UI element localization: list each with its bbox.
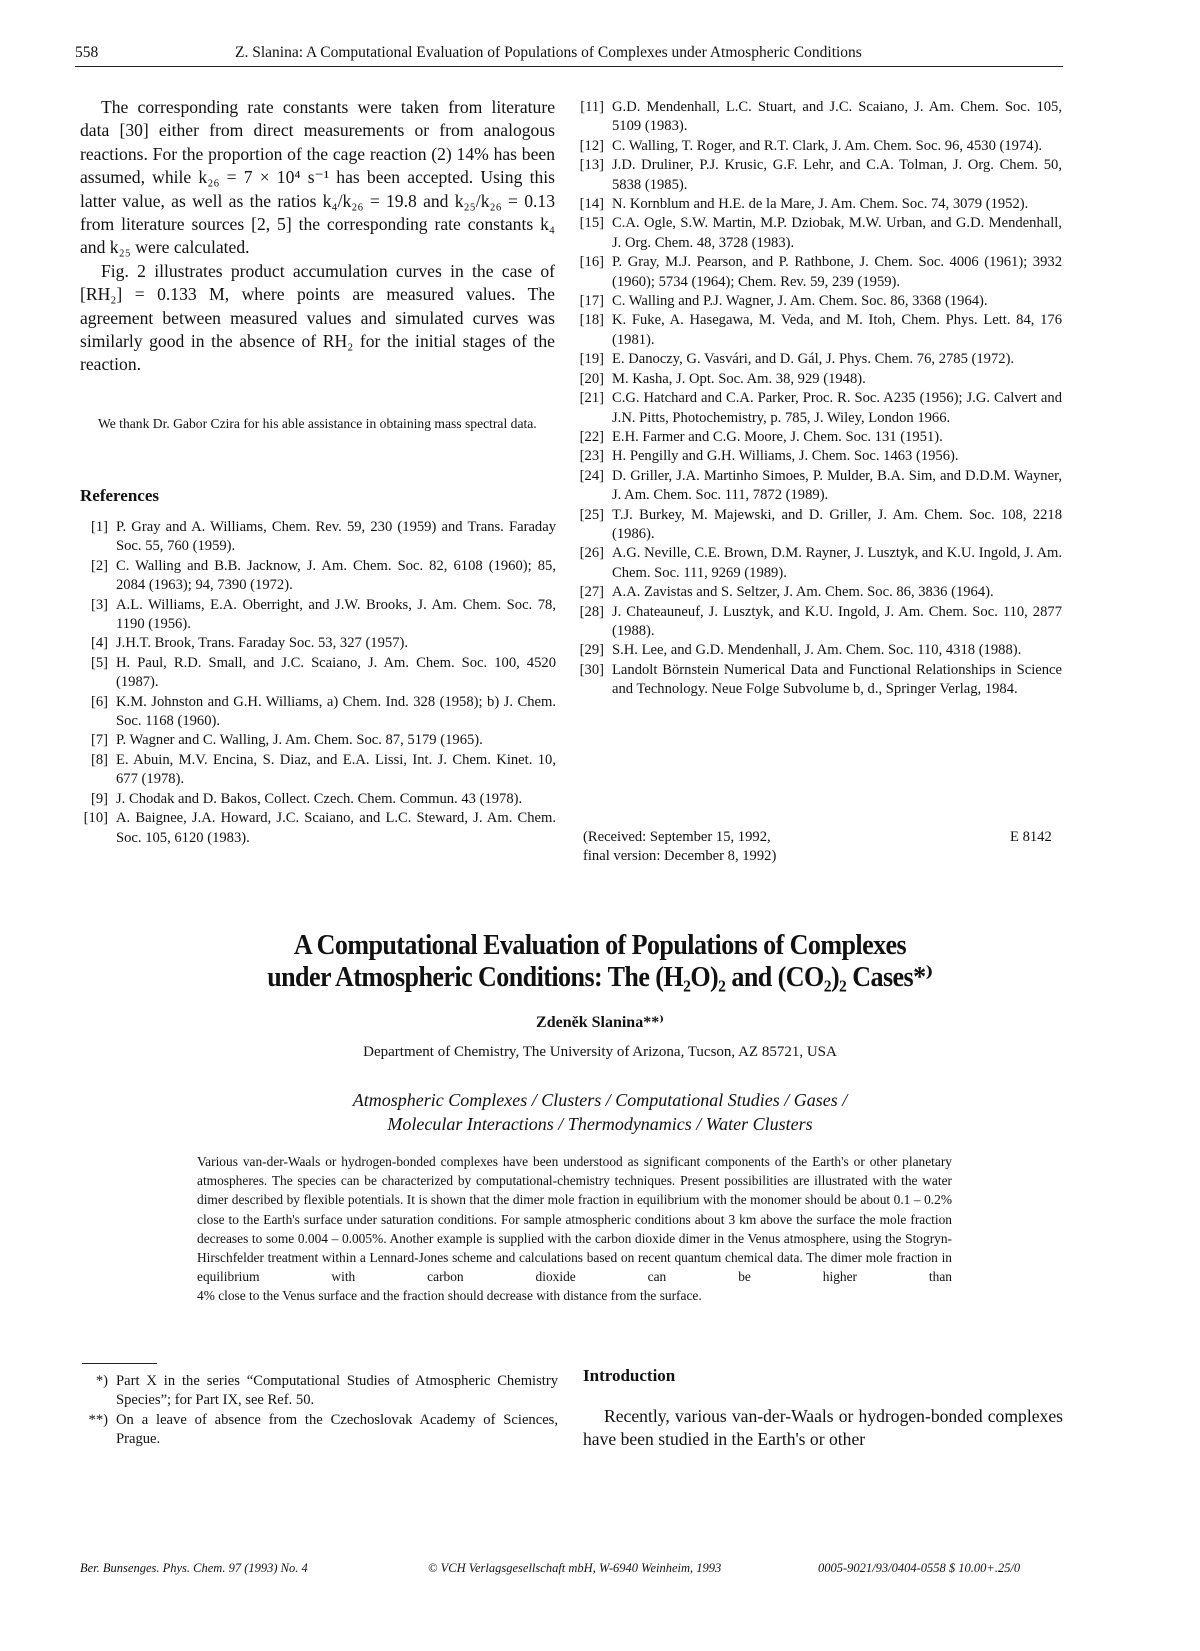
reference-number: [11] (580, 99, 604, 115)
reference-text: J. Chateauneuf, J. Lusztyk, and K.U. Ingold, J. Am. Chem. Soc. 110, 2877 (1988). (612, 603, 1062, 639)
reference-item (576, 350, 1062, 369)
reference-text: J.H.T. Brook, Trans. Faraday Soc. 53, 327 (1957). (116, 635, 408, 652)
reference-item (576, 253, 1062, 292)
reference-text: J.D. Druliner, P.J. Krusic, G.F. Lehr, and C.A. Tolman, J. Org. Chem. 50, 5838 (1985). (612, 157, 1062, 193)
reference-number: [20] (579, 370, 604, 387)
running-title: Z. Slanina: A Computational Evaluation of Populations of Complexes under Atmospheric Conditions (235, 44, 862, 61)
reference-number: [14] (579, 196, 604, 213)
footer-publisher: © VCH Verlagsgesellschaft mbH, W-6940 Weinheim, 1993 (428, 1561, 722, 1575)
manuscript-id: E 8142 (1010, 829, 1052, 845)
reference-number: [8] (90, 751, 108, 768)
reference-item (576, 389, 1062, 428)
reference-item (576, 583, 1062, 602)
reference-text: C. Walling and P.J. Wagner, J. Am. Chem. Soc. 86, 3368 (1964). (612, 293, 988, 310)
reference-item (576, 641, 1062, 660)
reference-text: J. Chodak and D. Bakos, Collect. Czech. Chem. Commun. 43 (1978). (116, 790, 523, 807)
reference-text: K. Fuke, A. Hasegawa, M. Veda, and M. Itoh, Chem. Phys. Lett. 84, 176 (1981). (612, 312, 1062, 348)
reference-item (80, 518, 556, 557)
reference-number: [7] (90, 732, 108, 749)
reference-number: [3] (90, 596, 108, 613)
reference-text: H. Paul, R.D. Small, and J.C. Scaiano, J. Am. Chem. Soc. 100, 4520 (1987). (116, 654, 556, 691)
footnote (80, 1372, 558, 1411)
footnote (80, 1411, 558, 1450)
reference-number: [22] (579, 428, 604, 445)
reference-number: [21] (579, 390, 604, 407)
introduction-heading: Introduction (583, 1366, 676, 1385)
reference-item (576, 195, 1062, 214)
reference-text: Landolt Börnstein Numerical Data and Functional Relationships in Science and Technology. Neue Folge Subvolume b, d., Springer Verlag, 1984. (612, 661, 1062, 698)
reference-item (576, 370, 1062, 389)
reference-text: D. Griller, J.A. Martinho Simoes, P. Mulder, B.A. Sim, and D.D.M. Wayner, J. Am. Chem. Soc. 111, 7872 (1989). (612, 467, 1062, 504)
reference-item (576, 137, 1062, 156)
body-paragraph: The corresponding rate constants were taken from literature data [30] either from direct measurements or from analogous reactions. For the proportion of the cage reaction (2) 14% has been assumed, while k₂₆ = 7 × 10⁴ s⁻¹ has been accepted. Using this latter value, as well as the ratios k₄/k₂₆ = 19.8 and k₂₅/k₂₆ = 0.13 from literature sources [2, 5] the corresponding rate constants k₄ and k₂₅ were calculated. (80, 97, 555, 258)
abstract (197, 1152, 952, 1306)
reference-number: [4] (90, 635, 108, 652)
reference-text: C. Walling and B.B. Jacknow, J. Am. Chem. Soc. 82, 6108 (1960); 85, 2084 (1963); 94, 7390 (1972). (116, 557, 556, 594)
reference-number: [26] (579, 545, 604, 562)
reference-number: [5] (90, 654, 108, 671)
reference-item (576, 447, 1062, 466)
keywords-line: Atmospheric Complexes / Clusters / Computational Studies / Gases / (352, 1090, 848, 1110)
reference-text: A. Baignee, J.A. Howard, J.C. Scaiano, and L.C. Steward, J. Am. Chem. Soc. 105, 6120 (1983). (116, 810, 556, 846)
reference-number: [25] (579, 506, 604, 523)
reference-item (576, 603, 1062, 642)
keywords-line: Molecular Interactions / Thermodynamics / Water Clusters (387, 1114, 813, 1134)
reference-item (576, 292, 1062, 311)
reference-item (576, 311, 1062, 350)
reference-text: E.H. Farmer and C.G. Moore, J. Chem. Soc. 131 (1951). (612, 428, 943, 445)
reference-item (80, 751, 556, 790)
reference-number: [15] (579, 215, 604, 232)
reference-number: [28] (579, 603, 604, 620)
reference-item (80, 693, 556, 732)
footer-code: 0005-9021/93/0404-0558 $ 10.00+.25/0 (818, 1561, 1021, 1575)
affiliation: Department of Chemistry, The University of Arizona, Tucson, AZ 85721, USA (363, 1044, 837, 1060)
final-version-date: final version: December 8, 1992) (583, 848, 777, 864)
reference-text: A.A. Zavistas and S. Seltzer, J. Am. Chem. Soc. 86, 3836 (1964). (612, 584, 994, 601)
footnote-text: On a leave of absence from the Czechoslovak Academy of Sciences, Prague. (116, 1411, 558, 1448)
footnote-text: Part X in the series “Computational Studies of Atmospheric Chemistry Species”; for Part IX, see Ref. 50. (116, 1373, 558, 1409)
reference-number: [23] (579, 448, 604, 465)
reference-item (80, 731, 556, 750)
reference-text: S.H. Lee, and G.D. Mendenhall, J. Am. Chem. Soc. 110, 4318 (1988). (612, 642, 1022, 659)
footnote-rule (82, 1363, 157, 1364)
body-paragraph: Fig. 2 illustrates product accumulation curves in the case of [RH₂] = 0.133 M, where points are measured values. The agreement between measured values and simulated curves was similarly good in the absence of RH₂ for the initial stages of the reaction. (80, 260, 555, 375)
reference-number: [24] (579, 467, 604, 484)
reference-number: [19] (579, 351, 604, 368)
title-line: under Atmospheric Conditions: The (H₂O)₂ and (CO₂)₂ Cases*⁾ (267, 962, 933, 993)
title-line: A Computational Evaluation of Populations of Complexes (293, 930, 907, 961)
reference-text: P. Gray, M.J. Pearson, and P. Rathbone, J. Chem. Soc. 4006 (1961); 3932 (1960); 5734 (1964); Chem. Rev. 59, 239 (1959). (612, 254, 1062, 290)
abstract-text: Various van-der-Waals or hydrogen-bonded complexes have been understood as significant components of the Earth's or other planetary atmospheres. The species can be characterized by computational-chemistry techniques. Present possibilities are illustrated with the water dimer described by flexible potentials. It is shown that the dimer mole fraction in equilibrium with the monomer should be about 0.1 – 0.2% close to the Earth's surface under saturation conditions. For sample atmospheric conditions about 3 km above the surface the mole fraction decreases to some 0.004 – 0.005%. Another example is supplied with the carbon dioxide dimer in the Venus atmosphere, using the Stogryn-Hirschfelder treatment within a Lennard-Jones scheme and calculations based on recent quantum chemical data. The dimer mole fraction in equilibrium with carbon dioxide can be higher than (197, 1154, 952, 1285)
reference-number: [27] (579, 584, 604, 601)
reference-text: A.G. Neville, C.E. Brown, D.M. Rayner, J. Lusztyk, and K.U. Ingold, J. Am. Chem. Soc. 111, 9269 (1989). (612, 545, 1062, 581)
reference-item (80, 596, 556, 635)
reference-item (80, 557, 556, 596)
reference-number: [1] (90, 519, 108, 535)
previous-article-body (80, 96, 555, 377)
keywords (100, 1088, 1100, 1136)
reference-number: [6] (90, 693, 108, 710)
reference-number: [17] (579, 293, 604, 310)
references-left-column (80, 518, 556, 848)
reference-text: H. Pengilly and G.H. Williams, J. Chem. Soc. 1463 (1956). (612, 448, 959, 465)
reference-item (80, 790, 556, 809)
reference-item (576, 156, 1062, 195)
reference-item (80, 634, 556, 653)
reference-text: N. Kornblum and H.E. de la Mare, J. Am. Chem. Soc. 74, 3079 (1952). (612, 196, 1029, 213)
reference-item (576, 98, 1062, 137)
reference-number: [12] (579, 137, 604, 154)
reference-text: G.D. Mendenhall, L.C. Stuart, and J.C. Scaiano, J. Am. Chem. Soc. 105, 5109 (1983). (612, 99, 1062, 135)
page-number: 558 (75, 44, 99, 61)
reference-text: E. Danoczy, G. Vasvári, and D. Gál, J. Phys. Chem. 76, 2785 (1972). (612, 351, 1015, 368)
author: Zdeněk Slanina**⁾ (536, 1014, 664, 1031)
reference-item (576, 661, 1062, 700)
reference-item (80, 809, 556, 848)
footer-journal: Ber. Bunsenges. Phys. Chem. 97 (1993) No. 4 (80, 1561, 308, 1575)
reference-item (576, 214, 1062, 253)
reference-number: [13] (579, 157, 604, 174)
reference-text: A.L. Williams, E.A. Oberright, and J.W. Brooks, J. Am. Chem. Soc. 78, 1190 (1956). (116, 596, 556, 633)
footnotes (80, 1372, 558, 1450)
running-header (75, 44, 1063, 67)
reference-text: C.G. Hatchard and C.A. Parker, Proc. R. Soc. A235 (1956); J.G. Calvert and J.N. Pitts, Photochemistry, p. 785, J. Wiley, London 1966. (612, 390, 1062, 426)
reference-text: P. Gray and A. Williams, Chem. Rev. 59, 230 (1959) and Trans. Faraday Soc. 55, 760 (1959). (116, 519, 556, 555)
reference-text: M. Kasha, J. Opt. Soc. Am. 38, 929 (1948). (612, 370, 866, 387)
article-title (135, 930, 1065, 994)
reference-item (576, 467, 1062, 506)
reference-number: [29] (579, 642, 604, 659)
reference-number: [18] (579, 312, 604, 329)
reference-text: C.A. Ogle, S.W. Martin, M.P. Dziobak, M.W. Urban, and G.D. Mendenhall, J. Org. Chem. 48, 3728 (1983). (612, 215, 1062, 251)
received-date: (Received: September 15, 1992, (583, 829, 771, 845)
reference-text: E. Abuin, M.V. Encina, S. Diaz, and E.A. Lissi, Int. J. Chem. Kinet. 10, 677 (1978). (116, 751, 556, 788)
footnote-mark: **) (88, 1411, 108, 1428)
reference-text: P. Wagner and C. Walling, J. Am. Chem. Soc. 87, 5179 (1965). (116, 732, 483, 749)
references-heading: References (80, 486, 159, 505)
reference-item (576, 506, 1062, 545)
reference-number: [16] (579, 254, 604, 271)
acknowledgement: We thank Dr. Gabor Czira for his able assistance in obtaining mass spectral data. (98, 416, 537, 431)
reference-number: [30] (579, 661, 604, 678)
reference-text: K.M. Johnston and G.H. Williams, a) Chem. Ind. 328 (1958); b) J. Chem. Soc. 1168 (1960). (116, 693, 556, 730)
reference-number: [10] (83, 810, 108, 827)
abstract-text-last: 4% close to the Venus surface and the fraction should decrease with distance from the surface. (197, 1288, 702, 1304)
reference-item (80, 654, 556, 693)
reference-item (576, 544, 1062, 583)
reference-text: C. Walling, T. Roger, and R.T. Clark, J. Am. Chem. Soc. 96, 4530 (1974). (612, 137, 1043, 154)
reference-number: [2] (90, 557, 108, 574)
footnote-mark: *) (95, 1373, 108, 1389)
references-right-column (576, 98, 1062, 700)
reference-item (576, 428, 1062, 447)
reference-number: [9] (90, 790, 108, 807)
reference-text: T.J. Burkey, M. Majewski, and D. Griller, J. Am. Chem. Soc. 108, 2218 (1986). (612, 506, 1062, 542)
body-paragraph: Recently, various van-der-Waals or hydrogen-bonded complexes have been studied in the Earth's or other (583, 1406, 1063, 1450)
introduction-body (583, 1405, 1063, 1452)
